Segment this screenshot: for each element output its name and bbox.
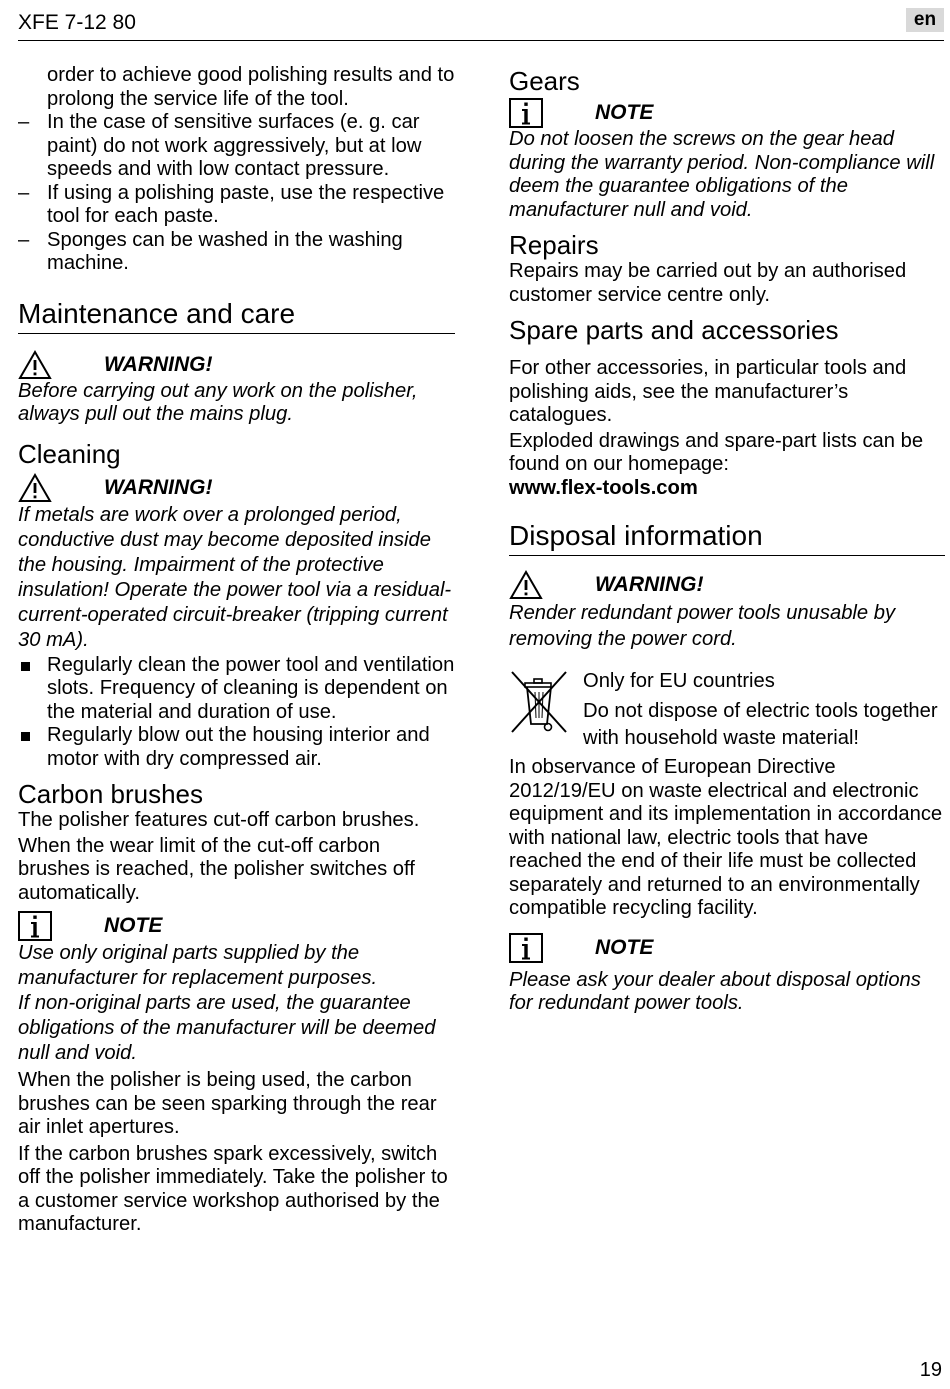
maintenance-heading: Maintenance and care [18,298,455,334]
list-item: – In the case of sensitive surfaces (e. g. car paint) do not work aggressively, but at low speeds and with low contact pressure. [18,111,455,182]
right-column [509,64,945,1016]
carbon-brushes-heading: Carbon brushes [18,779,203,809]
document-title: XFE 7-12 80 [18,11,136,34]
directive-text: In observance of European Directive 2012/19/EU on waste electrical and electronic equipment and its implementation in accordance with national law, electric tools that have reached the end of their life must be collected separately and returned to an environmentally compatible recycling facility. [509,756,943,919]
repairs-text: Repairs may be carried out by an authorised customer service centre only. [509,260,907,306]
info-icon [509,98,543,128]
intro-continuation: order to achieve good polishing results and to prolong the service life of the tool. [47,64,455,110]
warning-icon [18,350,52,380]
warning-label: WARNING! [104,352,213,376]
disposal-note [509,933,945,1016]
warning-label: WARNING! [104,475,213,499]
warning-icon [509,570,543,600]
homepage-link[interactable]: www.flex-tools.com [509,476,698,499]
cleaning-heading: Cleaning [18,438,121,469]
weee-block [509,668,945,752]
info-icon [509,933,543,963]
list-item: Regularly clean the power tool and ventilation slots. Frequency of cleaning is dependent on the material and duration of use. [18,654,455,725]
note-label: NOTE [595,935,654,959]
list-item: – If using a polishing paste, use the respective tool for each paste. [18,182,455,229]
disposal-warning [509,570,945,652]
info-icon [18,911,52,941]
eu-disposal-text: Do not dispose of electric tools together with household waste material! [583,700,938,749]
cleaning-bullet-list [18,654,455,772]
disposal-heading: Disposal information [509,520,945,556]
warning-text: Before carrying out any work on the polisher, always pull out the mains plug. [18,379,418,425]
list-item: Regularly blow out the housing interior and motor with dry compressed air. [18,724,455,771]
cleaning-warning [18,473,455,653]
intro-bullet-list [18,111,455,276]
note-label: NOTE [595,101,654,124]
note-text: Please ask your dealer about disposal options for redundant power tools. [509,968,921,1014]
warning-label: WARNING! [595,573,704,596]
note-label: NOTE [104,914,163,937]
left-column [18,64,455,1237]
weee-text [583,668,945,752]
language-badge: en [906,8,944,32]
crossed-out-wheelie-bin-icon [509,668,569,738]
carbon-brushes-note [18,911,455,1066]
spare-parts-para: For other accessories, in particular tools and polishing aids, see the manufacturer’s catalogues. [509,357,907,426]
repairs-heading: Repairs [509,230,599,260]
list-item: – Sponges can be washed in the washing machine. [18,229,455,276]
spare-parts-heading: Spare parts and accessories [509,315,839,345]
maintenance-warning [18,350,455,427]
warning-icon [18,473,52,503]
carbon-brushes-para: When the polisher is being used, the carbon brushes can be seen sparking through the rear air inlet apertures. [18,1069,437,1138]
eu-only-label: Only for EU countries [583,670,775,692]
note-text: Use only original parts supplied by the manufacturer for replacement purposes. [18,942,378,989]
note-text: If non-original parts are used, the guarantee obligations of the manufacturer will be deemed null and void. [18,992,436,1064]
warning-text: If metals are work over a prolonged period, conductive dust may become deposited inside the housing. Impairment of the protective insulation! Operate the power tool via a residual-current-operated circuit-breaker (tripping current 30 mA). [18,503,452,651]
spare-parts-para: Exploded drawings and spare-part lists can be found on our homepage: [509,429,924,475]
carbon-brushes-para: The polisher features cut-off carbon brushes. [18,809,420,831]
page-number: 19 [919,1359,942,1381]
carbon-brushes-para: If the carbon brushes spark excessively, switch off the polisher immediately. Take the polisher to a customer service workshop authorised by the manufacturer. [18,1142,448,1235]
gears-note [509,98,945,222]
note-text: Do not loosen the screws on the gear head during the warranty period. Non-compliance will deem the guarantee obligations of the manufacturer null and void. [509,128,935,221]
header-divider [18,40,944,41]
warning-text: Render redundant power tools unusable by removing the power cord. [509,602,896,650]
gears-heading: Gears [509,66,580,96]
carbon-brushes-para: When the wear limit of the cut-off carbon brushes is reached, the polisher switches off automatically. [18,834,415,904]
